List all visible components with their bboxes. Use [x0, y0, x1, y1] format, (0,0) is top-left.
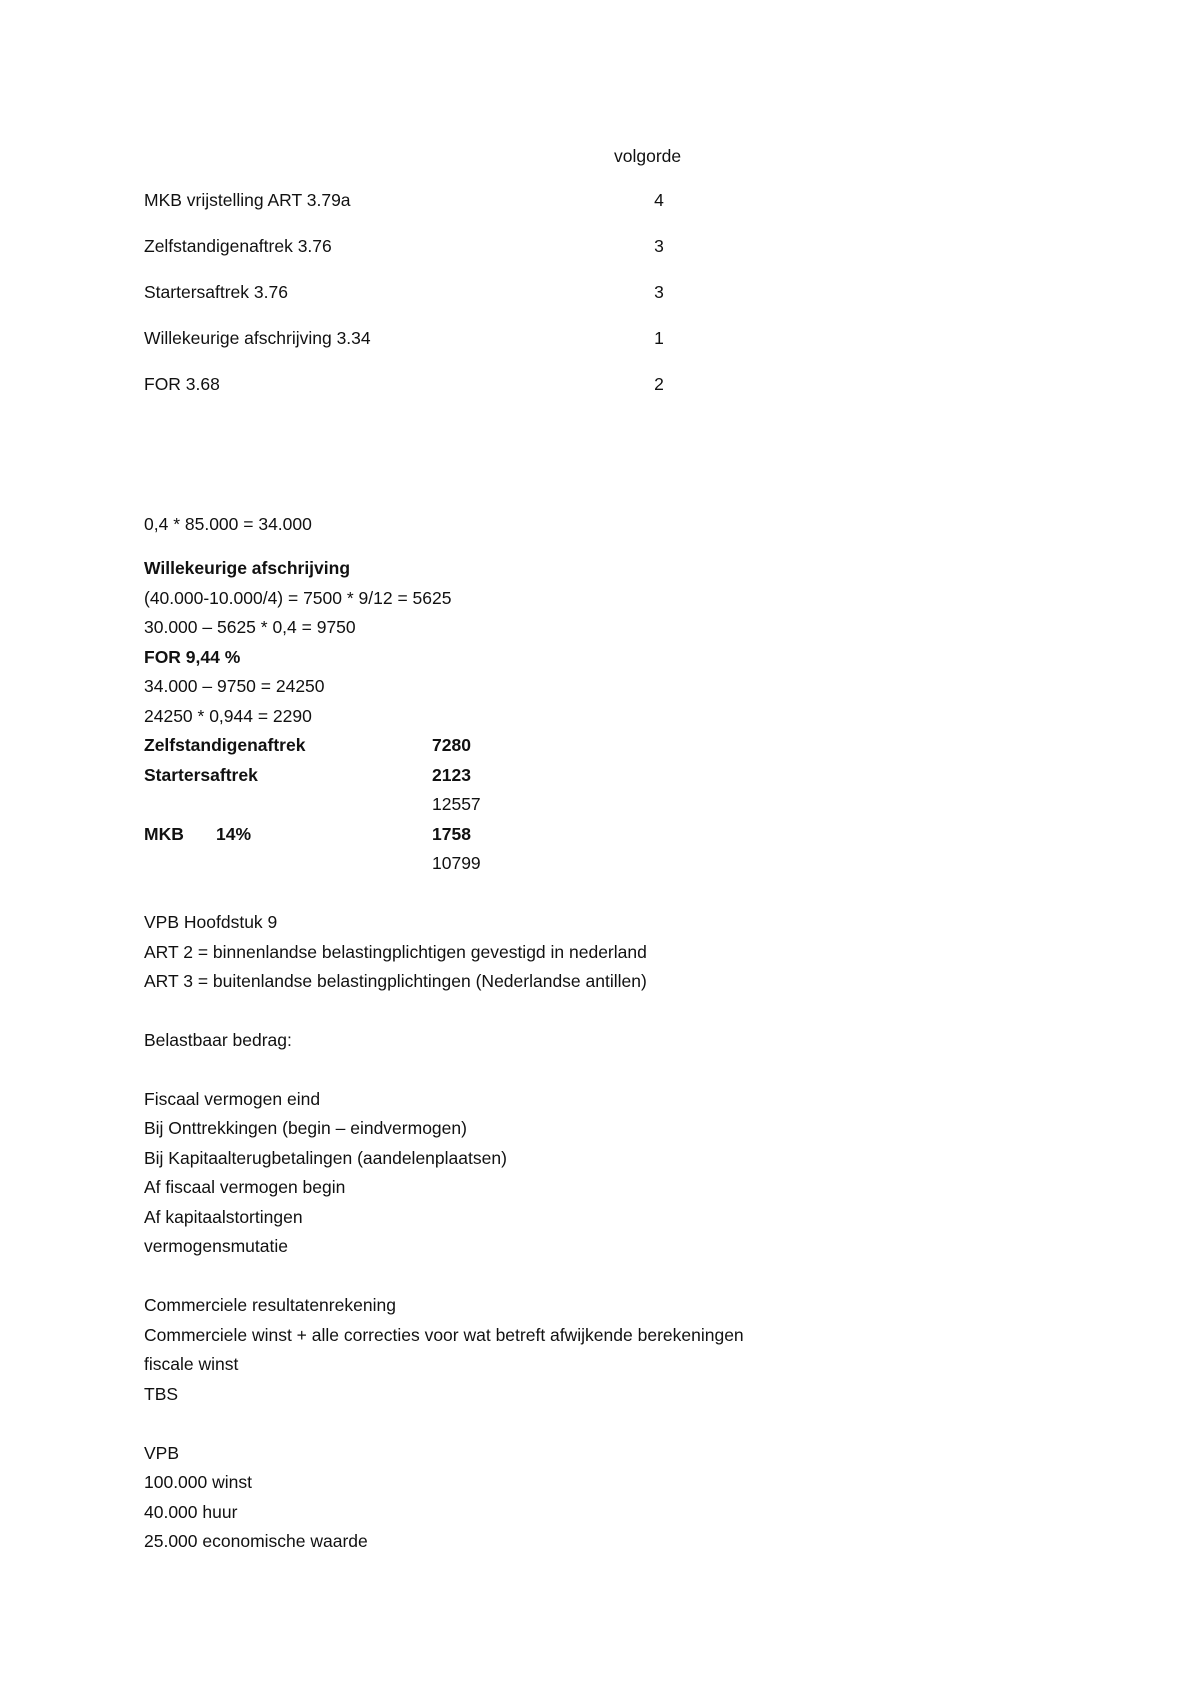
startersaftrek-value: 2123	[432, 765, 471, 785]
willekeurige-title: Willekeurige afschrijving	[144, 558, 351, 578]
for-title: FOR 9,44 %	[144, 647, 241, 667]
mkb-label: MKB	[144, 824, 184, 844]
onttrekkingen: Bij Onttrekkingen (begin – eindvermogen)	[144, 1118, 467, 1138]
calc-intro: 0,4 * 85.000 = 34.000	[144, 514, 312, 534]
order-row-label: Zelfstandigenaftrek 3.76	[144, 236, 332, 256]
willekeurige-line-1: (40.000-10.000/4) = 7500 * 9/12 = 5625	[144, 588, 452, 608]
order-row-value: 3	[654, 282, 664, 302]
zelfstandigenaftrek-row	[144, 731, 744, 761]
for-line-2: 24250 * 0,944 = 2290	[144, 706, 312, 726]
vpb-art2: ART 2 = binnenlandse belastingplichtigen gevestigd in nederland	[144, 942, 647, 962]
belastbaar-bedrag: Belastbaar bedrag:	[144, 1030, 292, 1050]
zelfstandigenaftrek-label: Zelfstandigenaftrek	[144, 735, 306, 755]
total-value: 10799	[432, 853, 481, 873]
winst: 100.000 winst	[144, 1472, 252, 1492]
for-line-1: 34.000 – 9750 = 24250	[144, 676, 325, 696]
zelfstandigenaftrek-value: 7280	[432, 735, 471, 755]
subtotal-value: 12557	[432, 794, 481, 814]
order-row-value: 2	[654, 374, 664, 394]
order-row-value: 3	[654, 236, 664, 256]
mkb-value: 1758	[432, 824, 471, 844]
order-row	[144, 324, 864, 354]
order-row	[144, 370, 864, 400]
tbs: TBS	[144, 1384, 179, 1404]
huur: 40.000 huur	[144, 1502, 238, 1522]
order-row-label: Startersaftrek 3.76	[144, 282, 288, 302]
commerciele-line: Commerciele winst + alle correcties voor wat betreft afwijkende berekeningen	[144, 1325, 744, 1345]
fiscale-winst: fiscale winst	[144, 1354, 239, 1374]
commerciele-title: Commerciele resultatenrekening	[144, 1295, 396, 1315]
kapitaalterugbetalingen: Bij Kapitaalterugbetalingen (aandelenplaatsen)	[144, 1148, 507, 1168]
order-header: volgorde	[614, 146, 682, 166]
order-row	[144, 232, 864, 262]
vermogensmutatie: vermogensmutatie	[144, 1236, 288, 1256]
order-row-label: FOR 3.68	[144, 374, 220, 394]
fiscaal-vermogen-eind: Fiscaal vermogen eind	[144, 1089, 321, 1109]
vpb2-title: VPB	[144, 1443, 180, 1463]
startersaftrek-row	[144, 761, 744, 791]
vpb-title: VPB Hoofdstuk 9	[144, 912, 278, 932]
fiscaal-vermogen-begin: Af fiscaal vermogen begin	[144, 1177, 346, 1197]
kapitaalstortingen: Af kapitaalstortingen	[144, 1207, 303, 1227]
order-row-label: Willekeurige afschrijving 3.34	[144, 328, 371, 348]
vpb-art3: ART 3 = buitenlandse belastingplichtingen (Nederlandse antillen)	[144, 971, 647, 991]
economische-waarde: 25.000 economische waarde	[144, 1531, 368, 1551]
document-page	[144, 0, 1104, 1698]
mkb-percentage: 14%	[216, 824, 252, 844]
order-row-value: 1	[654, 328, 664, 348]
order-row	[144, 186, 864, 216]
order-row	[144, 278, 864, 308]
startersaftrek-label: Startersaftrek	[144, 765, 258, 785]
order-row-label: MKB vrijstelling ART 3.79a	[144, 190, 351, 210]
order-row-value: 4	[654, 190, 664, 210]
willekeurige-line-2: 30.000 – 5625 * 0,4 = 9750	[144, 617, 356, 637]
mkb-row	[144, 820, 744, 850]
